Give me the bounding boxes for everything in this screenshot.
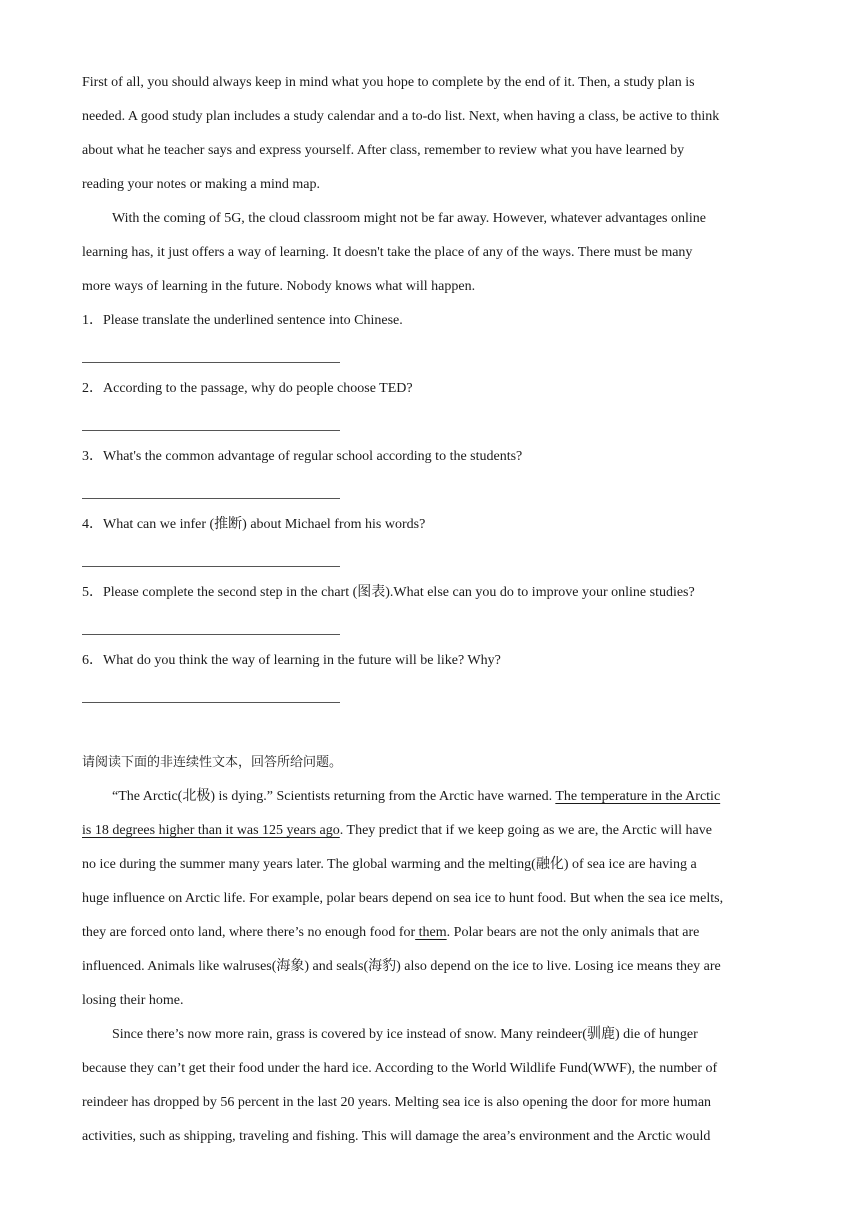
- text-line: no ice during the summer many years later. The global warming and the melting(融化) of sea ice are having a: [82, 857, 697, 872]
- question-4: 4．What can we infer (推断) about Michael from his words?: [82, 517, 426, 532]
- answer-blank-3[interactable]: [82, 474, 782, 508]
- paragraph-future-learning: [82, 202, 782, 304]
- text-line: losing their home.: [82, 993, 184, 1008]
- underlined-sentence: is 18 degrees higher than it was 125 years ago: [82, 823, 340, 838]
- text-line: First of all, you should always keep in mind what you hope to complete by the end of it. Then, a study plan is: [82, 75, 695, 90]
- answer-blank-2[interactable]: [82, 406, 782, 440]
- text-line: huge influence on Arctic life. For example, polar bears depend on sea ice to hunt food. But when the sea ice melts,: [82, 891, 724, 906]
- text-line: they are forced onto land, where there’s no enough food for them. Polar bears are not the only animals that are: [82, 925, 700, 940]
- text-line: is 18 degrees higher than it was 125 years ago. They predict that if we keep going as we are, the Arctic will have: [82, 823, 712, 838]
- text-line: With the coming of 5G, the cloud classroom might not be far away. However, whatever advantages online: [112, 211, 706, 226]
- text-line: Since there’s now more rain, grass is covered by ice instead of snow. Many reindeer(驯鹿) die of hunger: [112, 1027, 698, 1042]
- text-line: reading your notes or making a mind map.: [82, 177, 320, 192]
- answer-blank-5[interactable]: [82, 610, 782, 644]
- question-2: 2．According to the passage, why do people choose TED?: [82, 381, 413, 396]
- answer-blank-1[interactable]: [82, 338, 782, 372]
- question-6: 6．What do you think the way of learning in the future will be like? Why?: [82, 653, 501, 668]
- underlined-sentence: The temperature in the Arctic: [555, 789, 721, 804]
- text-line: activities, such as shipping, traveling and fishing. This will damage the area’s environment and the Arctic would: [82, 1129, 711, 1144]
- text-line: reindeer has dropped by 56 percent in the last 20 years. Melting sea ice is also opening the door for more human: [82, 1095, 712, 1110]
- question-list: [82, 304, 782, 712]
- answer-blank-4[interactable]: [82, 542, 782, 576]
- text-line: learning has, it just offers a way of learning. It doesn't take the place of any of the ways. There must be many: [82, 245, 693, 260]
- section-instruction: 请阅读下面的非连续性文本，回答所给问题。: [82, 755, 343, 770]
- text-line: “The Arctic(北极) is dying.” Scientists returning from the Arctic have warned. The temperature in the Arctic: [112, 789, 721, 804]
- answer-blank-6[interactable]: [82, 678, 782, 712]
- question-5: 5．Please complete the second step in the chart (图表).What else can you do to improve your online studies?: [82, 585, 695, 600]
- question-1: 1．Please translate the underlined sentence into Chinese.: [82, 313, 403, 328]
- text-line: influenced. Animals like walruses(海象) and seals(海豹) also depend on the ice to live. Losing ice means they are: [82, 959, 721, 974]
- paragraph-study-tips: [82, 66, 782, 202]
- text-line: needed. A good study plan includes a study calendar and a to-do list. Next, when having a class, be active to think: [82, 109, 720, 124]
- paragraph-arctic-dying: [82, 780, 782, 1018]
- document-page: [82, 66, 782, 1154]
- text-line: about what he teacher says and express yourself. After class, remember to review what you have learned by: [82, 143, 685, 158]
- question-3: 3．What's the common advantage of regular school according to the students?: [82, 449, 523, 464]
- text-line: more ways of learning in the future. Nobody knows what will happen.: [82, 279, 476, 294]
- paragraph-reindeer: [82, 1018, 782, 1154]
- text-line: because they can’t get their food under the hard ice. According to the World Wildlife Fund(WWF), the number of: [82, 1061, 718, 1076]
- underlined-word: them: [415, 925, 447, 940]
